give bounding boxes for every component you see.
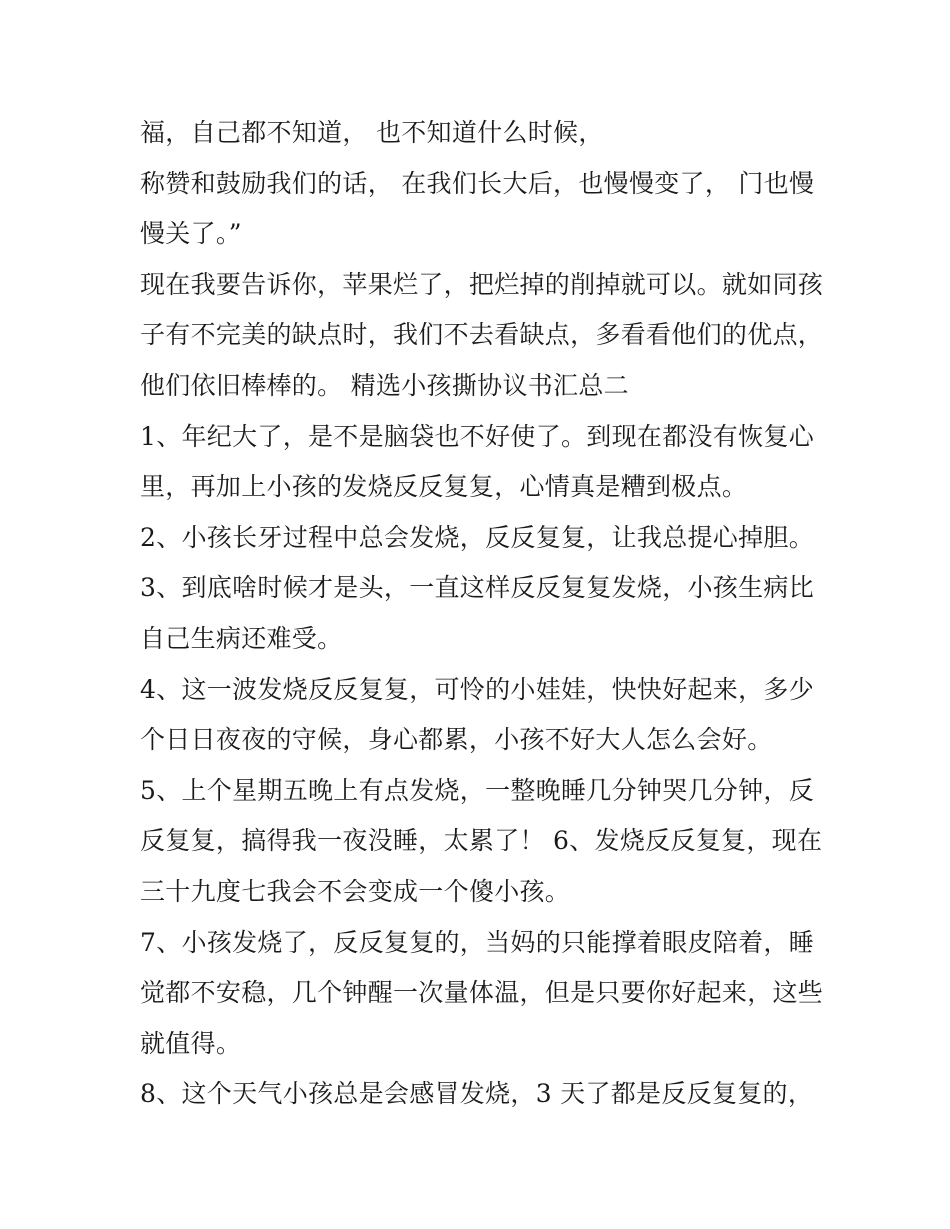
- text-line-1: 福，自己都不知道， 也不知道什么时候，: [140, 118, 604, 147]
- text-line-6: 他们依旧棒棒的。 精选小孩撕协议书汇总二: [140, 370, 629, 400]
- text-line-7: 1、年纪大了，是不是脑袋也不好使了。到现在都没有恢复心: [140, 421, 815, 451]
- text-line-3: 慢关了。”: [140, 219, 242, 249]
- text-line-10: 3、到底啥时候才是头，一直这样反反复复发烧，小孩生病比: [140, 573, 815, 603]
- document-body: [140, 108, 824, 1120]
- text-line-13: 个日日夜夜的守候，身心都累，小孩不好大人怎么会好。: [140, 725, 773, 755]
- text-line-15: 反复复，搞得我一夜没睡，太累了！ 6、发烧反反复复，现在: [140, 826, 823, 856]
- text-line-5: 子有不完美的缺点时，我们不去看缺点，多看看他们的优点，: [140, 320, 824, 350]
- text-line-17: 7、小孩发烧了，反反复复的，当妈的只能撑着眼皮陪着，睡: [140, 927, 815, 957]
- text-line-20: 8、这个天气小孩总是会感冒发烧，3 天了都是反反复复的，: [140, 1079, 814, 1109]
- text-line-14: 5、上个星期五晚上有点发烧，一整晚睡几分钟哭几分钟，反: [140, 775, 815, 805]
- text-line-12: 4、这一波发烧反反复复，可怜的小娃娃，快快好起来，多少: [140, 674, 815, 704]
- text-line-9: 2、小孩长牙过程中总会发烧，反反复复，让我总提心掉胆。: [140, 522, 815, 552]
- text-line-8: 里，再加上小孩的发烧反反复复，心情真是糟到极点。: [140, 472, 748, 502]
- text-line-19: 就值得。: [140, 1028, 242, 1058]
- text-line-4: 现在我要告诉你，苹果烂了，把烂掉的削掉就可以。就如同孩: [140, 269, 824, 299]
- text-line-11: 自己生病还难受。: [140, 623, 343, 653]
- text-line-16: 三十九度七我会不会变成一个傻小孩。: [140, 876, 571, 906]
- text-line-2: 称赞和鼓励我们的话， 在我们长大后，也慢慢变了， 门也慢: [140, 168, 815, 198]
- text-line-18: 觉都不安稳，几个钟醒一次量体温，但是只要你好起来，这些: [140, 978, 824, 1008]
